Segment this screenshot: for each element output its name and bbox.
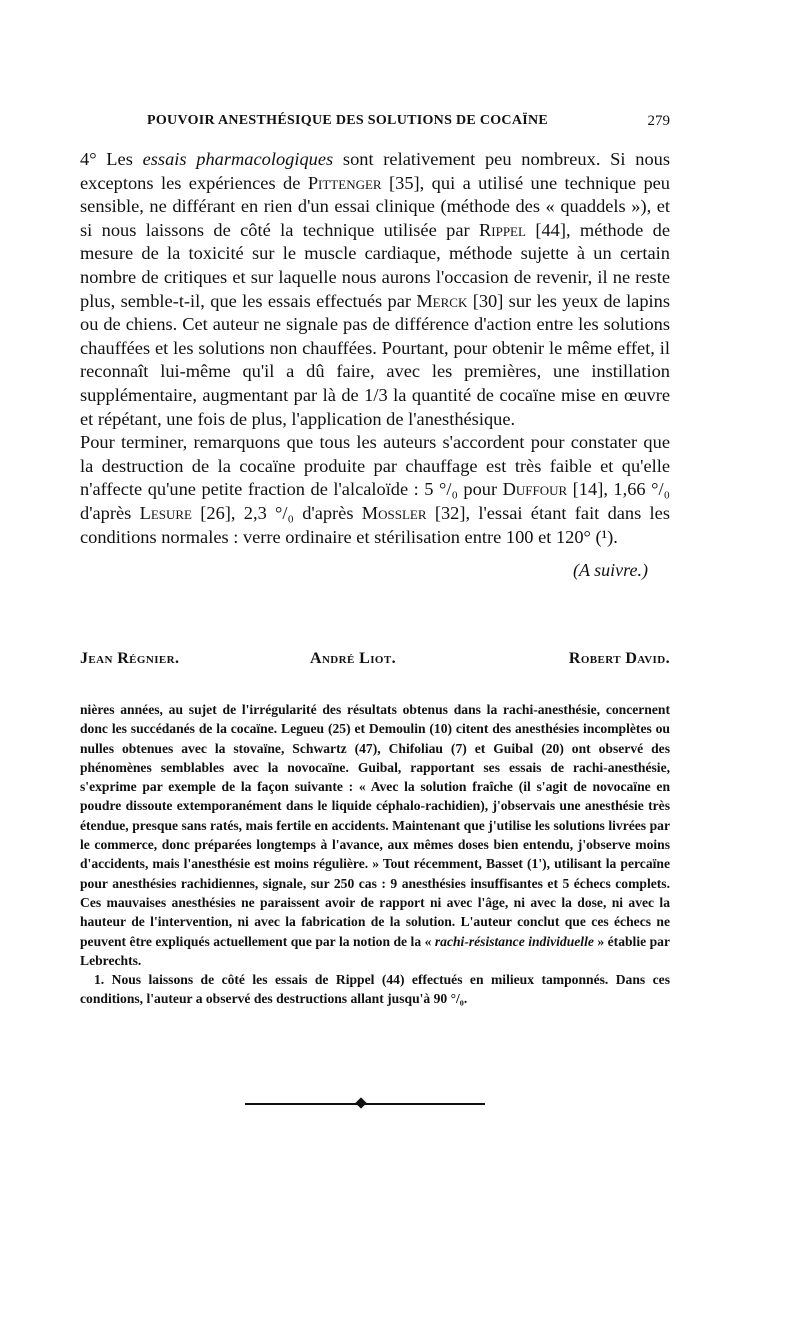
text-run: nières années, au sujet de l'irrégularité des résultats obtenus dans la rachi-anesthésie, concernent donc les succédanés de la cocaïne. Legueu (25) et Demoulin (10) citent des anesthésies incomplètes ou nulles obtenues avec la stovaïne, Schwartz (47), Chifoliau (7) et Guibal (20) ont observé des phénomènes semblables avec la novocaïne. Guibal, rapportant ses essais de rachi-anesthésie, s'exprime par exemple de la façon suivante : « Avec la solution fraîche (il s'agit de novocaïne en poudre dissoute extemporanément dans le liquide céphalo-rachidien), j'observais une anesthésie très étendue, presque sans ratés, mais fertile en accidents. Maintenant que j'utilise les solutions livrées par le commerce, donc préparées longtemps à l'avance, aux mêmes doses bien entendu, j'observe moins d'accidents, mais l'anesthésie est moins régulière. » Tout récemment, Basset (1'), utilisant la percaïne pour anesthésies rachidiennes, signale, sur 250 cas : 9 anesthésies insuffisantes et 5 échecs complets. Ces mauvaises anesthésies ne paraissent avoir de rapport ni avec l'âge, ni avec la dose, ni avec la hauteur de l'intervention, ni avec la fabrication de la solution. L'auteur conclut que ces échecs ne peuvent être expliqués actuellement que par la notion de la « [80,702,670,949]
footnote-continuation [80,700,670,970]
author-reference: Lesure [139,502,192,523]
author-reference: Merck [416,290,468,311]
text-run: 4° Les [80,149,143,169]
to-be-continued: (A suivre.) [573,560,648,581]
author-reference: Duffour [502,479,568,500]
text-run: [14], 1,66 °/₀ d'après [80,479,670,523]
footnote-1: 1. Nous laissons de côté les essais de Rippel (44) effectués en milieux tamponnés. Dans ces conditions, l'auteur a observé des destructions allant jusqu'à 90 °/₀. [80,972,670,1007]
book-page [80,0,670,1326]
text-run: [44], méthode de mesure de la toxicité sur le muscle cardiaque, méthode sujette à un certain nombre de critiques et sur laquelle nous aurons l'occasion de revenir, il ne reste plus, semble-t-il, que les essais effectués par [80,219,670,311]
text-run: sont relativement peu nombreux. Si nous exceptons les expériences de [80,149,670,193]
author-david: Robert David. [568,650,670,667]
author-reference: Mossler [361,502,427,523]
text-run: [35], qui a utilisé une technique peu sensible, ne différant en rien d'un essai clinique (méthode des « quaddels »), et si nous laissons de côté la technique utilisée par [80,172,670,240]
footnotes [80,700,670,1009]
diamond-ornament-icon [355,1097,366,1108]
author-reference: Pittenger [307,172,382,193]
text-run: [32], l'essai étant fait dans les conditions normales : verre ordinaire et stérilisation entre 100 et 120° (¹). [80,502,670,547]
text-run: » établie par Lebrechts. [80,933,671,968]
italic-term: essais pharmacologiques [142,149,334,169]
text-run: [30] sur les yeux de lapins ou de chiens. Cet auteur ne signale pas de différence d'action entre les solutions chauffées et les solutions non chauffées. Pourtant, pour obtenir le même effet, il reconnaît lui-même qu'il a dû faire, avec les premières, une instillation supplémentaire, augmentant par là de 1/3 la quantité de cocaïne mise en œuvre et répétant, une fois de plus, l'application de l'anesthésique. [80,290,670,429]
paragraph-pharmacological-tests [80,148,670,431]
italic-term: rachi-résistance individuelle [434,933,594,949]
page-number: 279 [647,113,670,129]
text-run: Pour terminer, remarquons que tous les auteurs s'accordent pour constater que la destruction de la cocaïne produite par chauffage est très faible et qu'elle n'affecte qu'une petite fraction de l'alcaloïde : 5 °/₀ pour [80,432,670,500]
end-ornament-rule [245,1097,485,1111]
author-reference: Rippel [479,219,526,240]
author-regnier: Jean Régnier. [80,650,180,667]
paragraph-conclusion [80,431,670,549]
main-text [80,148,670,583]
running-title: POUVOIR ANESTHÉSIQUE DES SOLUTIONS DE COCAÏNE [147,113,549,128]
text-run: [26], 2,3 °/₀ d'après [192,502,362,523]
page-header [80,113,670,137]
author-liot: André Liot. [310,650,396,667]
